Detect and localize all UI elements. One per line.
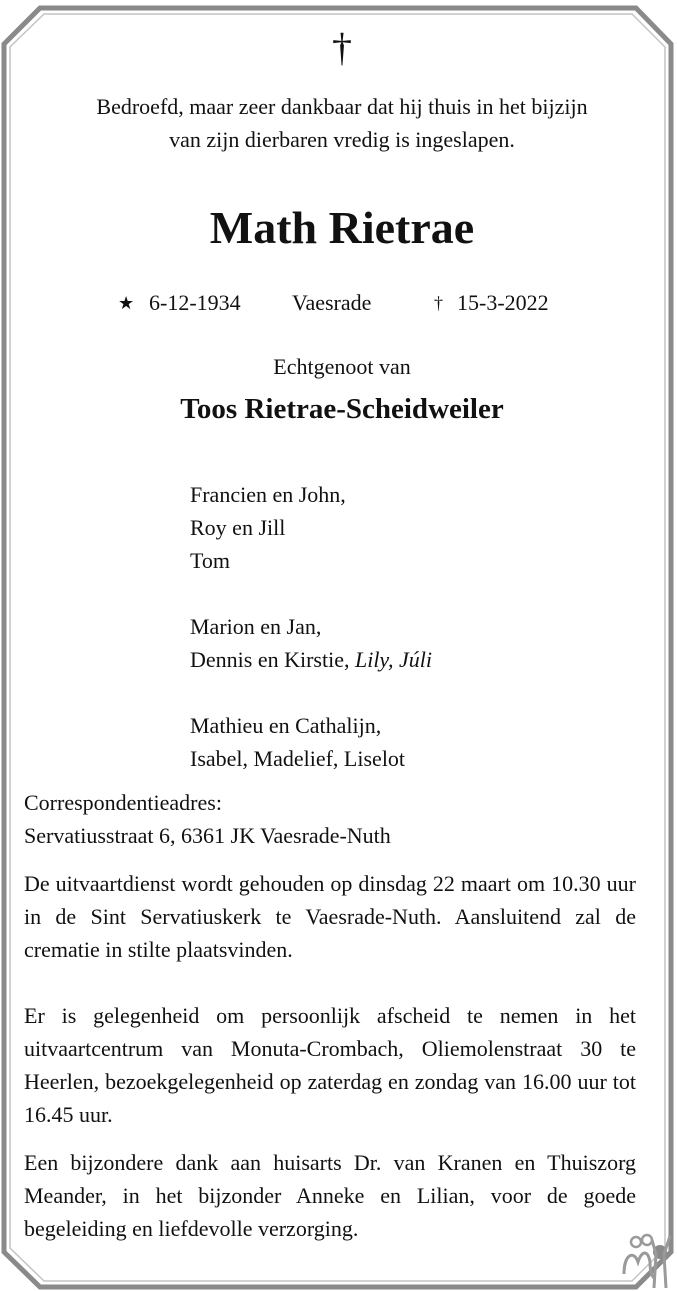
family-group <box>190 478 432 577</box>
family-group <box>190 610 432 676</box>
family-line: Roy en Jill <box>190 515 286 540</box>
family-line: Isabel, Madelief, Liselot <box>190 746 406 771</box>
birth-date: 6-12-1934 <box>149 290 241 315</box>
star-icon: ★ <box>118 293 135 313</box>
intro-line-1: Bedroefd, maar zeer dankbaar dat hij thuis in het bijzijn <box>96 94 588 119</box>
family-line: Tom <box>190 548 231 573</box>
family-group <box>190 709 432 775</box>
thanks-paragraph: Een bijzondere dank aan huisarts Dr. van Kranen en Thuiszorg Meander, in het bijzonder Anneke en Lilian, voor de goede begeleiding en liefdevolle verzorging. <box>24 1150 636 1241</box>
death-date: 15-3-2022 <box>457 290 549 315</box>
family-line: Marion en Jan, <box>190 614 322 639</box>
visitation-paragraph: Er is gelegenheid om persoonlijk afscheid te nemen in het uitvaartcentrum van Monuta-Crombach, Oliemolenstraat 30 te Heerlen, bezoekgelegenheid op zaterdag en zondag van 16.00 uur tot 16.45 uur. <box>24 1003 636 1127</box>
family-line: Francien en John, <box>190 482 346 507</box>
intro-text <box>24 90 660 156</box>
family-logo-icon <box>614 1232 674 1288</box>
spouse-label: Echtgenoot van <box>273 354 411 379</box>
family-line: Mathieu en Cathalijn, <box>190 713 382 738</box>
birth-place: Vaesrade <box>292 290 372 315</box>
correspondence-block <box>24 786 636 852</box>
grandchildren-italic: Lily, Júli <box>354 647 432 672</box>
cross-icon: † <box>332 25 352 70</box>
service-paragraph: De uitvaartdienst wordt gehouden op dinsdag 22 maart om 10.30 uur in de Sint Servatiuskerk te Vaesrade-Nuth. Aansluitend zal de crematie in stilte plaatsvinden. <box>24 871 636 962</box>
dagger-icon: † <box>434 293 443 313</box>
intro-line-2: van zijn dierbaren vredig is ingeslapen. <box>169 127 515 152</box>
correspondence-address: Servatiusstraat 6, 6361 JK Vaesrade-Nuth <box>24 823 391 848</box>
deceased-name: Math Rietrae <box>209 202 475 253</box>
family-line-text: Dennis en Kirstie, <box>190 647 350 672</box>
family-list <box>190 478 432 775</box>
correspondence-label: Correspondentieadres: <box>24 790 222 815</box>
family-line <box>190 643 432 676</box>
spouse-name: Toos Rietrae-Scheidweiler <box>180 393 504 425</box>
